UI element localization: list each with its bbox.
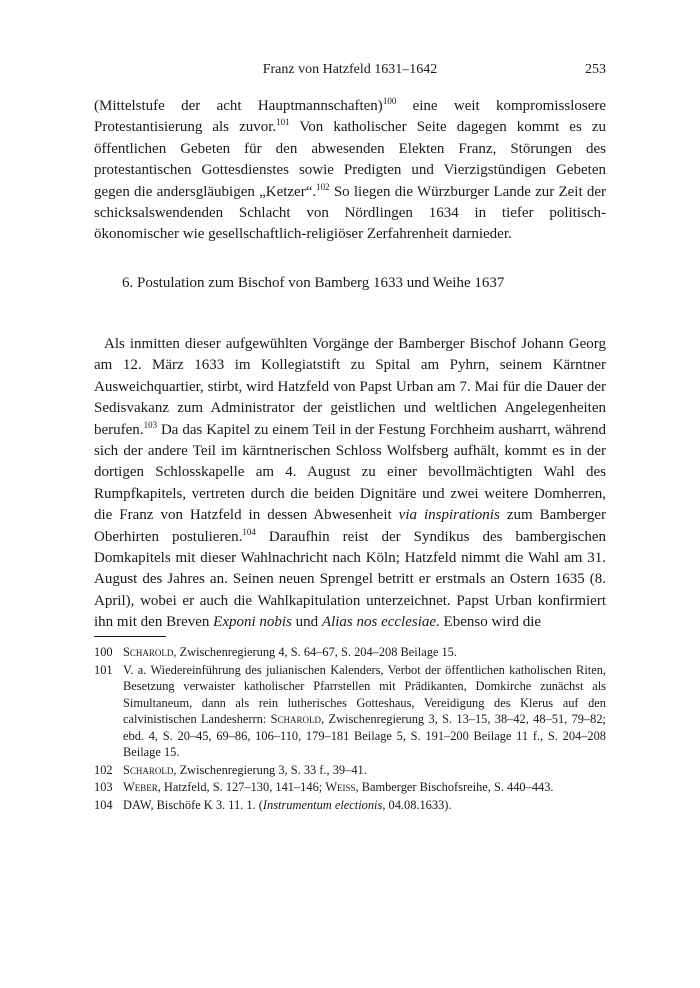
footnote-text: V. a. Wiedereinführung des julianischen Kalenders, Verbot der öffentlichen katholischen Riten, Besetzung verwaister katholischer Pfarrstellen mit Prädikanten, Domkirche zunächst als Simultaneum, dann als rein lutherisches Gotteshaus, Vereidigung des Klerus auf den calvinistischen Landesherrn: [123, 662, 606, 726]
italic-term: Instrumentum electionis [262, 797, 383, 812]
text-run: und [291, 614, 322, 631]
footnote-ref-104[interactable]: 104 [242, 526, 256, 537]
footnote-102 [94, 762, 606, 779]
section-heading: 6. Postulation zum Bischof von Bamberg 1633 und Weihe 1637 [122, 275, 505, 291]
footnote-text: , Zwischenregierung 4, S. 64–67, S. 204–208 Beilage 15. [173, 645, 457, 659]
italic-term: Alias nos ecclesiae [321, 614, 437, 631]
footnote-text: , Bamberger Bischofsreihe, S. 440–443. [355, 780, 554, 794]
footnote-ref-101[interactable]: 101 [276, 117, 290, 128]
footnote-number: 102 [94, 762, 113, 777]
text-run: Daraufhin reist der Syndikus des bambergischen Domkapitels mit dieser Wahlnachricht nach Köln; Hatzfeld nimmt die Wahl am 31. August des Jahres an. Seinen neuen Sprengel betritt er erstmals an Ostern 1635 (8. April), wobei er auch die Wahlkapitulation unterzeichnet. Papst Urban konfirmiert ihn mit den Breven [94, 528, 607, 631]
text-run: So liegen die Würzburger Lande zur Zeit der schicksalswendenden Schlacht von Nördlingen 1634 in tiefer politisch-ökonomischer wie gesellschaftlich-religiöser Zerfahrenheit darnieder. [94, 183, 606, 243]
footnote-number: 104 [94, 797, 113, 812]
footnote-separator [94, 636, 166, 637]
running-title: Franz von Hatzfeld 1631–1642 [262, 62, 438, 77]
body-paragraph-1 [94, 96, 606, 246]
text-run: Als inmitten dieser aufgewühlten Vorgänge der Bamberger Bischof Johann Georg am 12. März 1633 im Kollegiatstift zu Spital am Pyhrn, seinem Kärntner Ausweichquartier, stirbt, wird Hatzfeld von Papst Urban am 7. Mai für die Dauer der Sedisvakanz zum Administrator der geistlichen und weltlichen Angelegenheiten berufen. [94, 336, 606, 438]
footnote-ref-103[interactable]: 103 [143, 419, 158, 430]
footnote-text: , 04.08.1633). [382, 797, 452, 812]
footnote-100 [94, 644, 606, 661]
italic-term: Exponi nobis [213, 614, 292, 631]
author-name: Weber [123, 780, 158, 794]
footnote-number: 100 [94, 645, 113, 659]
author-name: Scharold [270, 712, 322, 726]
author-name: Scharold [123, 645, 174, 659]
text-run: . Ebenso wird die [436, 614, 542, 631]
text-run: (Mittelstufe der acht Hauptmannschaften) [94, 98, 383, 114]
footnote-text: , Hatzfeld, S. 127–130, 141–146; [157, 780, 326, 794]
text-run: zum Bamberger Oberhirten postulieren. [94, 507, 606, 545]
text-run: eine weit kompromisslosere Protestantisierung als zuvor. [94, 98, 607, 136]
body-paragraph-2 [94, 334, 606, 634]
author-name: Weiss [325, 780, 356, 794]
footnote-ref-102[interactable]: 102 [316, 181, 330, 192]
footnotes [94, 644, 606, 814]
text-run: Von katholischer Seite dagegen kommt es zu öffentlichen Gebeten für den abwesenden Elekten Franz, Störungen des protestantischen Gottesdienstes sowie Predigten und Vierzigstündigen Gebeten gegen die andersgläubigen „Ketzer“. [94, 119, 606, 200]
footnote-number: 103 [94, 780, 113, 794]
italic-term: via inspirationis [398, 507, 500, 524]
footnote-101 [94, 662, 606, 761]
footnote-103 [94, 779, 606, 796]
footnote-104 [94, 797, 606, 814]
footnote-text: , Zwischenregierung 3, S. 33 f., 39–41. [173, 762, 367, 777]
author-name: Scharold [123, 762, 174, 777]
page-number: 253 [585, 62, 606, 77]
page-header [94, 62, 606, 82]
footnote-text: , Zwischenregierung 3, S. 13–15, 38–42, 48–51, 79–82; ebd. 4, S. 20–45, 69–86, 106–110, 179–181 Beilage 5, S. 191–200 Beilage 11 f., S. 204–208 Beilage 15. [123, 712, 606, 759]
footnote-ref-100[interactable]: 100 [382, 96, 397, 106]
text-run: Da das Kapitel zu einem Teil in der Festung Forchheim ausharrt, während sich der andere Teil im kärntnerischen Schloss Wolfsberg aufhält, kommt es in der dortigen Schlosskapelle am 4. August zu einer bevollmächtigten Wahl des Rumpfkapitels, vertreten durch die beiden Dignitäre und zwei weitere Domherren, die Franz von Hatzfeld in dessen Abwesenheit [94, 421, 606, 524]
footnote-text: DAW, Bischöfe K 3. 11. 1. ( [123, 797, 263, 812]
footnote-number: 101 [94, 662, 113, 677]
